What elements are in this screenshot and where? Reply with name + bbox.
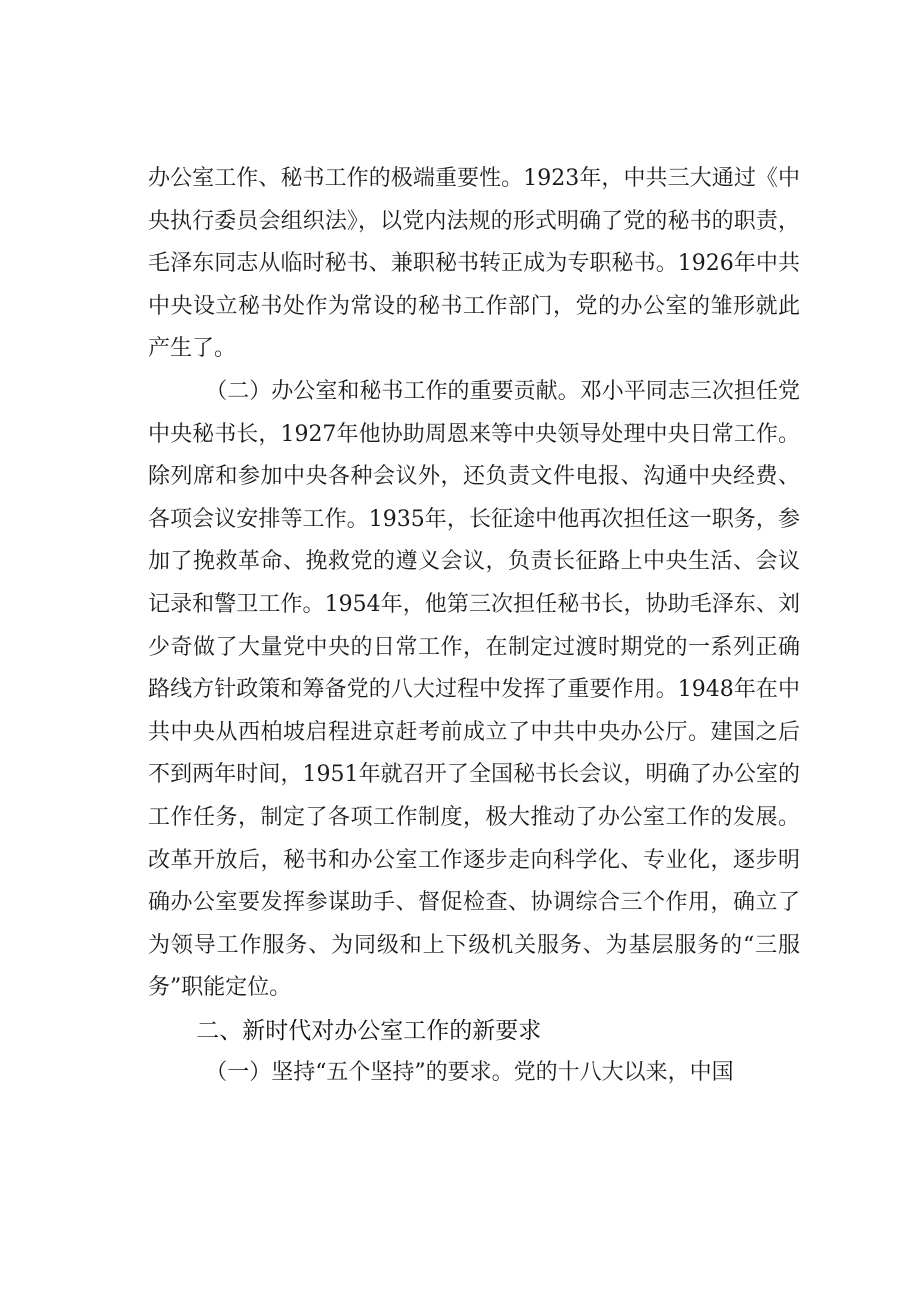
document-body [148,158,800,1095]
paragraph-section-two: （二）办公室和秘书工作的重要贡献。邓小平同志三次担任党中央秘书长，1927年他协助周恩来等中央领导处理中央日常工作。除列席和参加中央各种会议外，还负责文件电报、沟通中央经费、各项会议安排等工作。1935年，长征途中他再次担任这一职务，参加了挽救革命、挽救党的遵义会议，负责长征路上中央生活、会议记录和警卫工作。1954年，他第三次担任秘书长，协助毛泽东、刘少奇做了大量党中央的日常工作，在制定过渡时期党的一系列正确路线方针政策和筹备党的八大过程中发挥了重要作用。1948年在中共中央从西柏坡启程进京赶考前成立了中共中央办公厅。建国之后不到两年时间，1951年就召开了全国秘书长会议，明确了办公室的工作任务，制定了各项工作制度，极大推动了办公室工作的发展。改革开放后，秘书和办公室工作逐步走向科学化、专业化，逐步明确办公室要发挥参谋助手、督促检查、协调综合三个作用，确立了为领导工作服务、为同级和上下级机关服务、为基层服务的“三服务”职能定位。 [148,378,800,1001]
paragraph-subsection-one: （一）坚持“五个坚持”的要求。党的十八大以来，中国 [205,1060,734,1086]
section-heading: 二、新时代对办公室工作的新要求 [196,1017,542,1044]
paragraph-continuation: 办公室工作、秘书工作的极端重要性。1923年，中共三大通过《中央执行委员会组织法》，以党内法规的形式明确了党的秘书的职责，毛泽东同志从临时秘书、兼职秘书转正成为专职秘书。1926年中共中央设立秘书处作为常设的秘书工作部门，党的办公室的雏形就此产生了。 [148,166,800,362]
